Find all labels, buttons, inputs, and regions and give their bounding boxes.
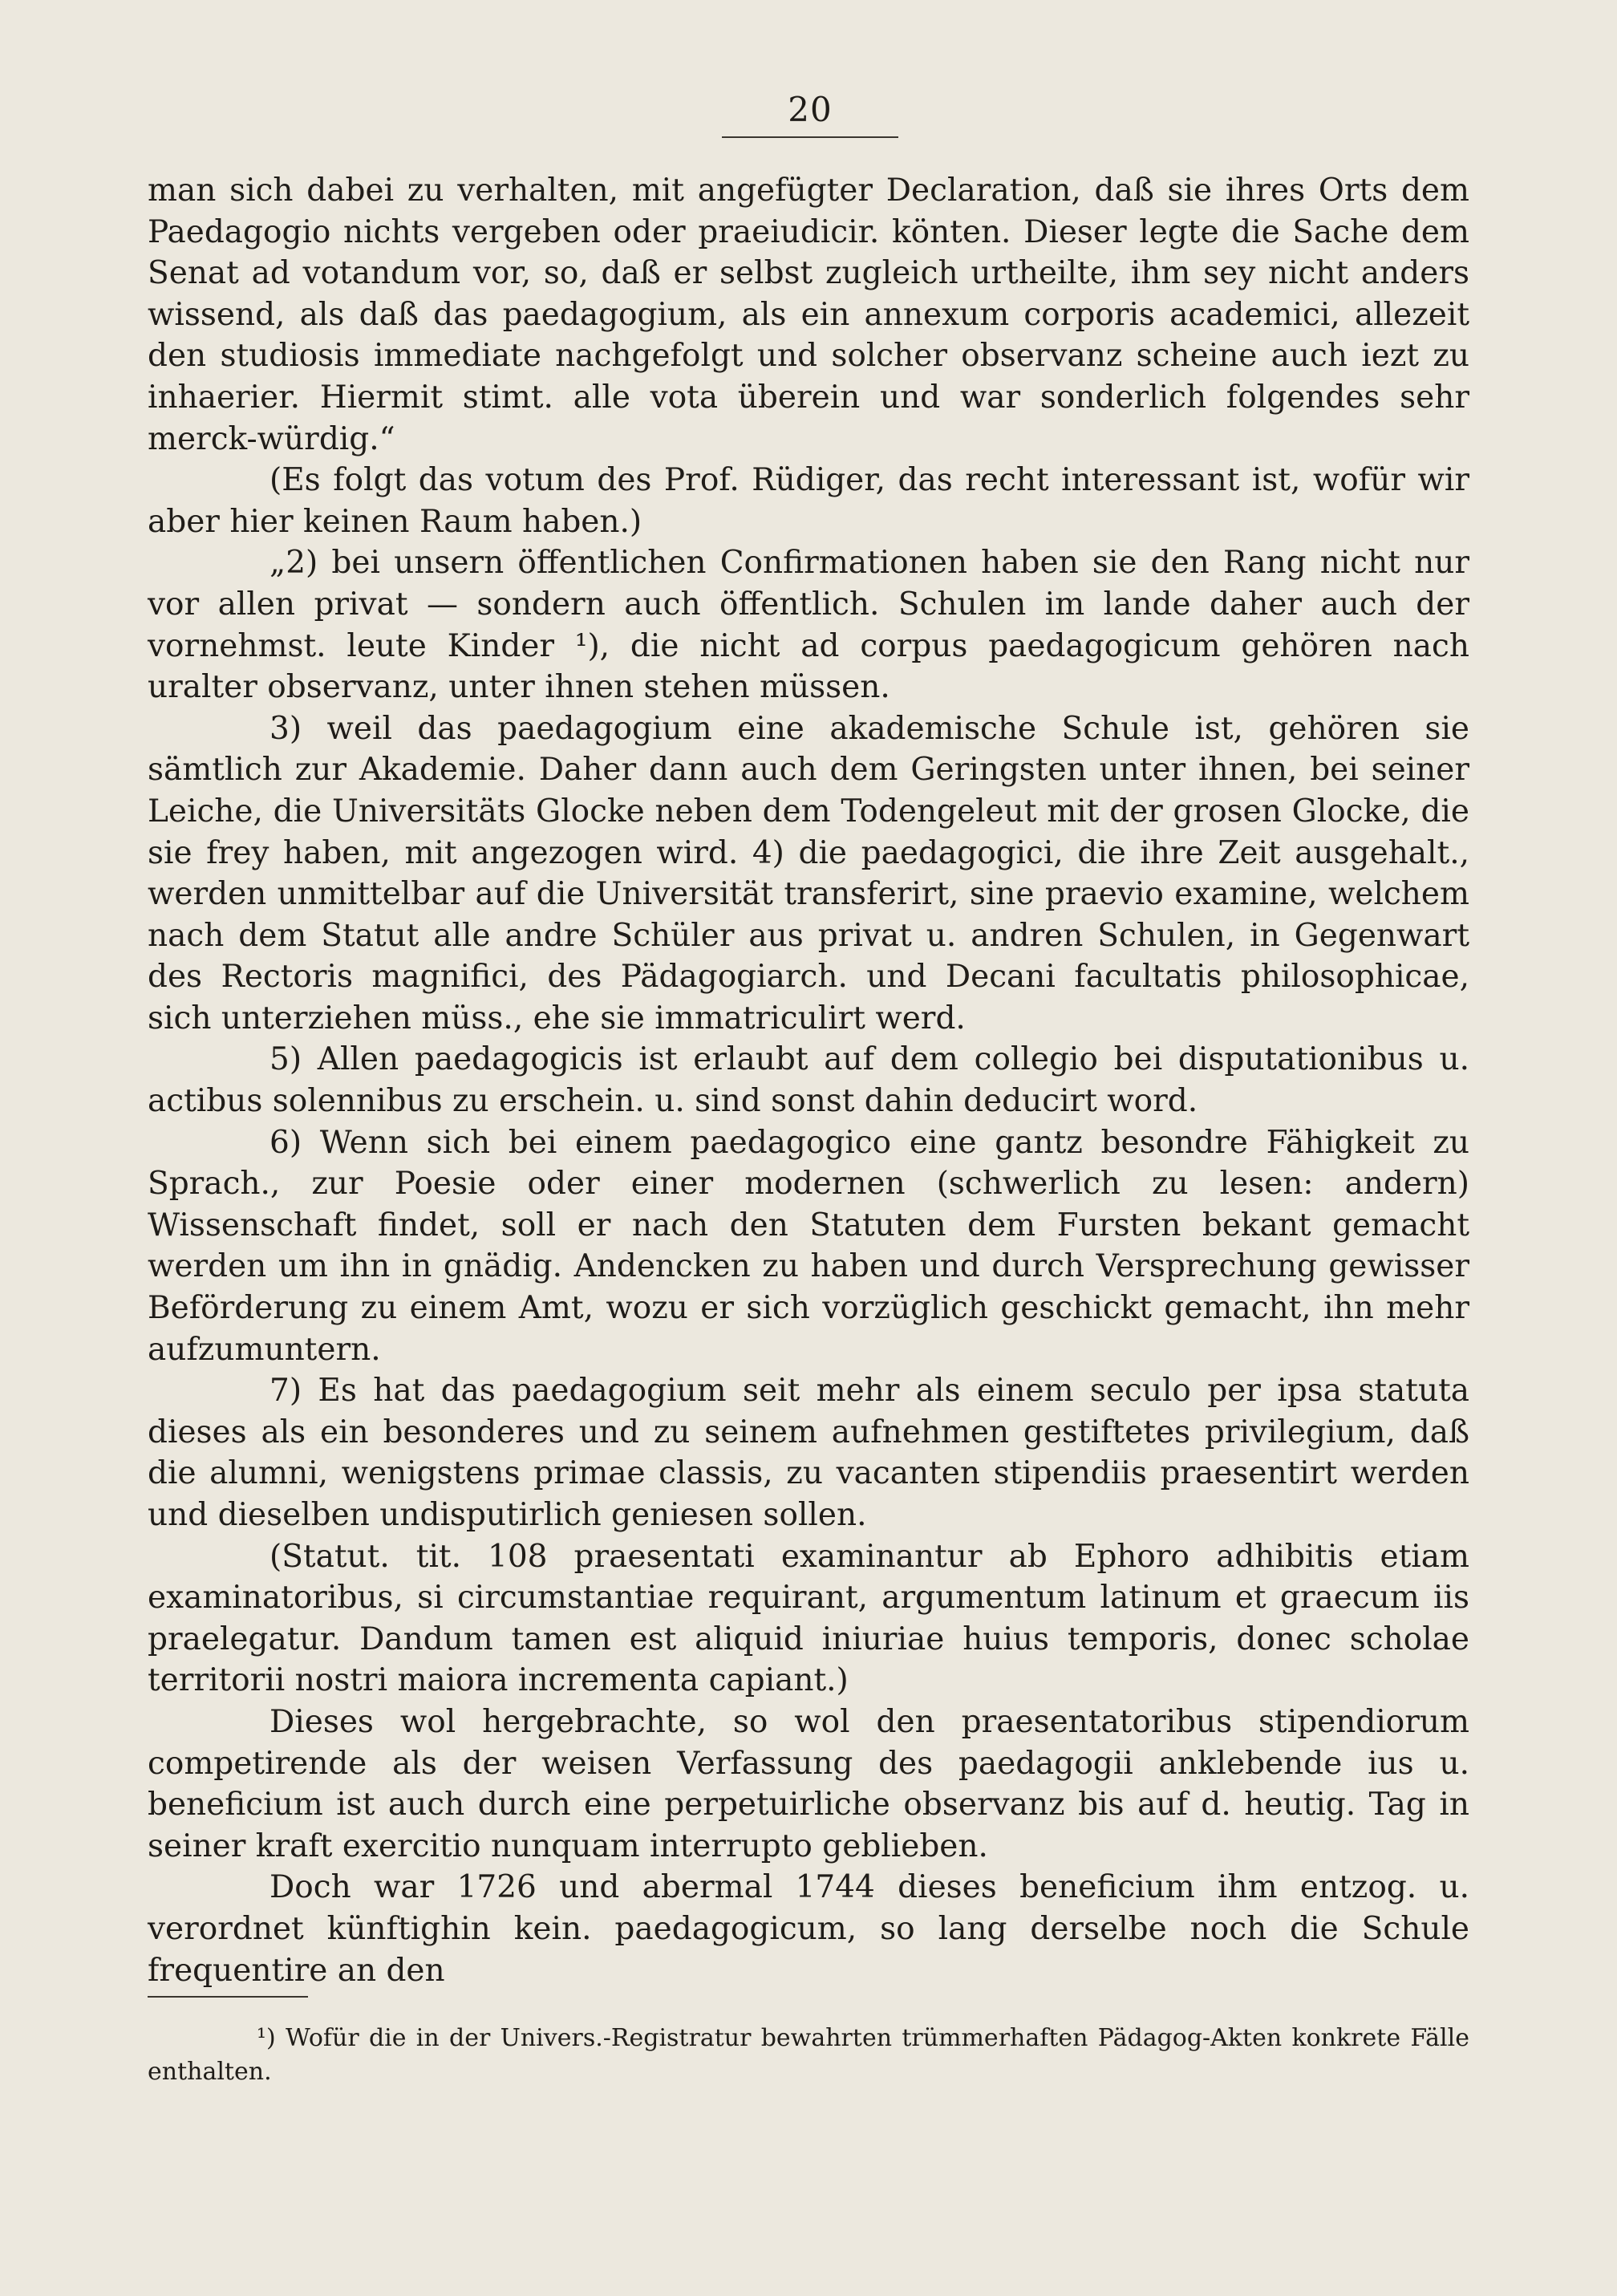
body-text: [148, 170, 1469, 1991]
header-rule: [722, 136, 898, 138]
page-number: 20: [788, 90, 833, 129]
paragraph-5: 5) Allen paedagogicis ist erlaubt auf dem collegio bei disputationibus u. actibus solennibus zu erschein. u. sind sonst dahin deducirt word.: [148, 1041, 1469, 1120]
paragraph-10: Doch war 1726 und abermal 1744 dieses beneficium ihm entzog. u. verordnet künftighin kein. paedagogicum, so lang derselbe noch die Schule frequentire an den: [148, 1869, 1469, 1989]
paragraph-6: 6) Wenn sich bei einem paedagogico eine gantz besondre Fähigkeit zu Sprach., zur Poesie oder einer modernen (schwerlich zu lesen: andern) Wissenschaft findet, soll er nach den Statuten dem Fursten bekant gemacht werden um ihn in gnädig. Andencken zu haben und durch Versprechung gewisser Beförderung zu einem Amt, wozu er sich vorzüglich geschickt gemacht, ihn mehr aufzumuntern.: [148, 1124, 1469, 1368]
paragraph-3: „2) bei unsern öffentlichen Confirmationen haben sie den Rang nicht nur vor allen privat — sondern auch öffentlich. Schulen im lande daher auch der vornehmst. leute Kinder ¹), die nicht ad corpus paedagogicum gehören nach uralter observanz, unter ihnen stehen müssen.: [148, 545, 1469, 706]
footnote-marker: ¹): [257, 2024, 276, 2052]
paragraph-2: (Es folgt das votum des Prof. Rüdiger, das recht interessant ist, wofür wir aber hier keinen Raum haben.): [148, 462, 1469, 540]
paragraph-4: 3) weil das paedagogium eine akademische Schule ist, gehören sie sämtlich zur Akademie. Daher dann auch dem Geringsten unter ihnen, bei seiner Leiche, die Universitäts Glocke neben dem Todengeleut mit der grosen Glocke, die sie frey haben, mit angezogen wird. 4) die paedagogici, die ihre Zeit ausgehalt., werden unmittelbar auf die Universität transferirt, sine praevio examine, welchem nach dem Statut alle andre Schüler aus privat u. andren Schulen, in Gegenwart des Rectoris magnifici, des Pädagogiarch. und Decani facultatis philosophicae, sich unterziehen müss., ehe sie immatriculirt werd.: [148, 710, 1469, 1036]
paragraph-8: (Statut. tit. 108 praesentati examinantur ab Ephoro adhibitis etiam examinatoribus, si circumstantiae requirant, argumentum latinum et graecum iis praelegatur. Dandum tamen est aliquid iniuriae huius temporis, donec scholae territorii nostri maiora incrementa capiant.): [148, 1538, 1469, 1699]
paragraph-9: Dieses wol hergebrachte, so wol den praesentatoribus stipendiorum competirende als der weisen Verfassung des paedagogii anklebende ius u. beneficium ist auch durch eine perpetuirliche observanz bis auf d. heutig. Tag in seiner kraft exercitio nunquam interrupto geblieben.: [148, 1703, 1469, 1864]
footnote-rule: [148, 1996, 308, 1998]
paragraph-1: man sich dabei zu verhalten, mit angefügter Declaration, daß sie ihres Orts dem Paedagogio nichts vergeben oder praeiudicir. könten. Dieser legte die Sache dem Senat ad votandum vor, so, daß er selbst zugleich urtheilte, ihm sey nicht anders wissend, als daß das paedagogium, als ein annexum corporis academici, allezeit den studiosis immediate nachgefolgt und solcher observanz scheine auch iezt zu inhaerier. Hiermit stimt. alle vota überein und war sonderlich folgendes sehr merck-würdig.“: [148, 172, 1469, 457]
footnote-text: Wofür die in der Univers.-Registratur bewahrten trümmerhaften Pädagog-Akten konkrete Fälle enthalten.: [148, 2024, 1469, 2086]
paragraph-7: 7) Es hat das paedagogium seit mehr als einem seculo per ipsa statuta dieses als ein besonderes und zu seinem aufnehmen gestiftetes privilegium, daß die alumni, wenigstens primae classis, zu vacanten stipendiis praesentirt werden und dieselben undisputirlich geniesen sollen.: [148, 1373, 1469, 1533]
footnote: [148, 2022, 1469, 2089]
